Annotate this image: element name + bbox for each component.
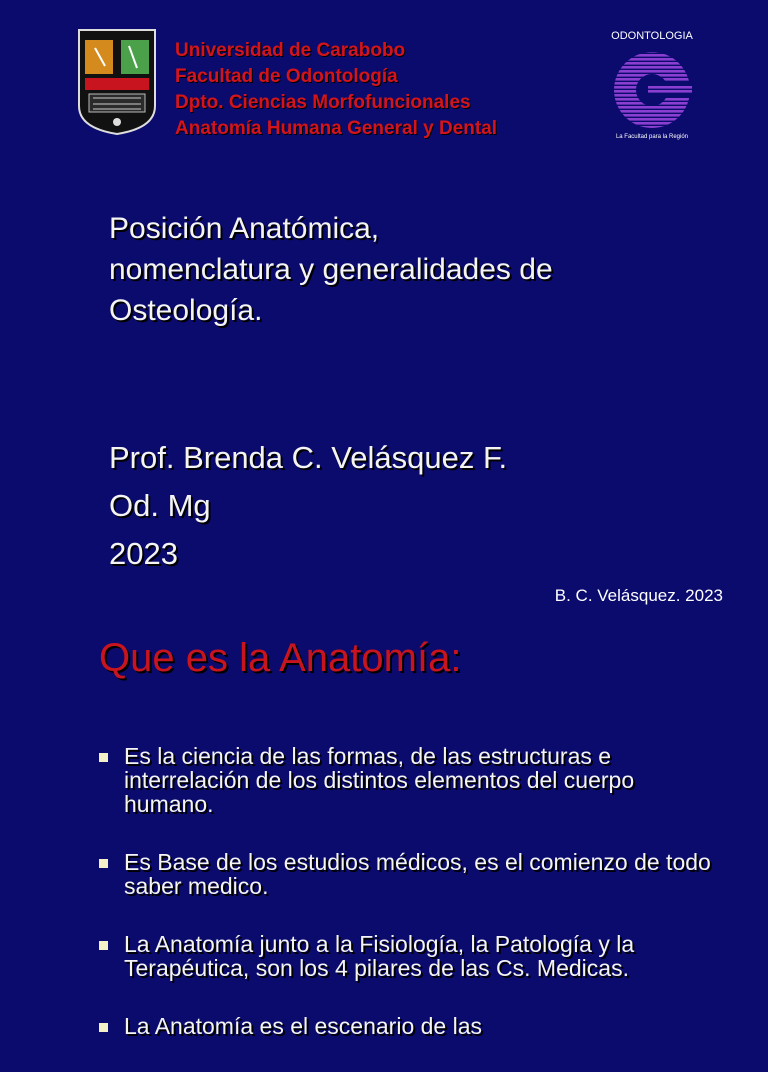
bullet-text: La Anatomía es el escenario de las (124, 1013, 483, 1039)
bullet-text: Es Base de los estudios médicos, es el comienzo de todo saber medico. (124, 849, 711, 899)
title-line: Osteología. (109, 294, 263, 327)
square-bullet-icon (99, 753, 108, 762)
presentation-title (109, 208, 669, 331)
header-department: Dpto. Ciencias Morfofuncionales (175, 92, 471, 113)
header-faculty: Facultad de Odontología (175, 66, 398, 87)
bullet-text: Es la ciencia de las formas, de las estructuras e interrelación de los distintos elementos del cuerpo humano. (124, 743, 635, 817)
logo-tagline: La Facultad para la Región (615, 134, 689, 140)
author-degree: Od. Mg (109, 488, 211, 523)
author-name: Prof. Brenda C. Velásquez F. (109, 440, 508, 475)
tooth-c-emblem-icon (612, 46, 692, 134)
odontologia-logo (600, 30, 704, 148)
bullet-item (99, 932, 719, 980)
bullet-item (99, 1014, 719, 1038)
bullet-item (99, 850, 719, 898)
square-bullet-icon (99, 859, 108, 868)
author-year: 2023 (109, 536, 178, 571)
logo-word: ODONTOLOGIA (611, 30, 693, 42)
header-university: Universidad de Carabobo (175, 40, 406, 61)
square-bullet-icon (99, 1023, 108, 1032)
bullet-item (99, 744, 719, 816)
bullet-text: La Anatomía junto a la Fisiología, la Patología y la Terapéutica, son los 4 pilares de las Cs. Medicas. (124, 931, 635, 981)
title-line: nomenclatura y generalidades de (109, 253, 553, 286)
header-course: Anatomía Humana General y Dental (175, 118, 498, 139)
author-block (109, 434, 507, 578)
square-bullet-icon (99, 941, 108, 950)
institution-header (175, 38, 497, 142)
bullet-list (99, 744, 719, 1072)
credit-line: B. C. Velásquez. 2023 (554, 586, 723, 605)
title-line: Posición Anatómica, (109, 212, 380, 245)
university-crest-logo (77, 28, 157, 136)
section-heading: Que es la Anatomía: (99, 636, 462, 680)
